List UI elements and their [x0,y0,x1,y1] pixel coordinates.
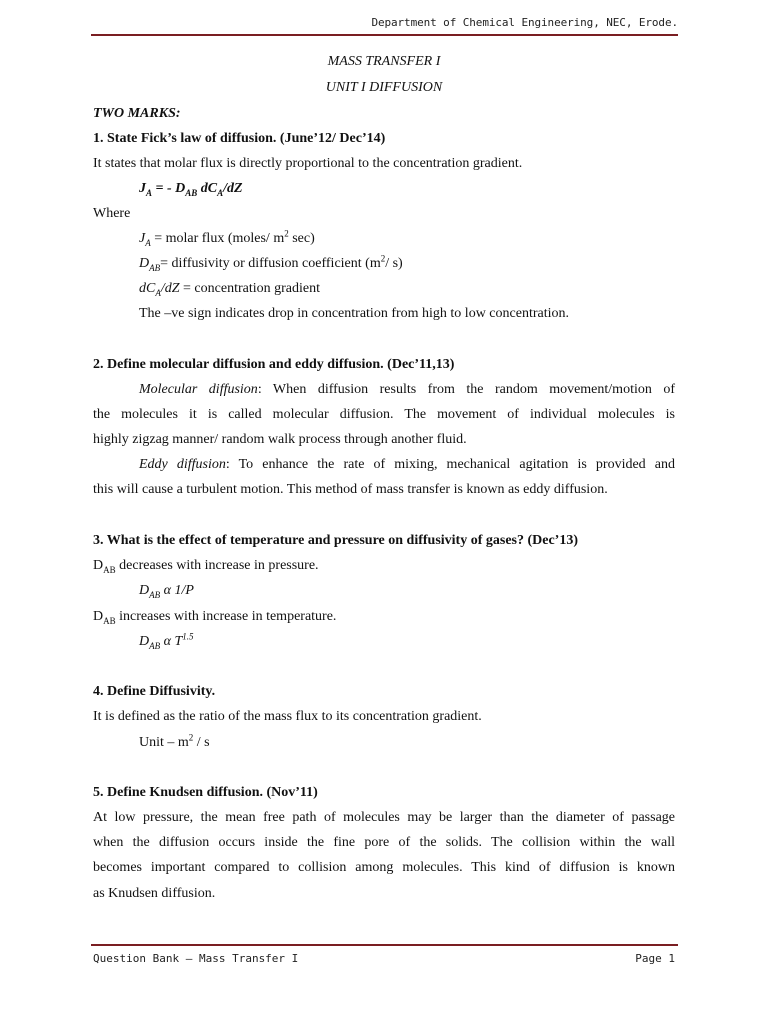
q4-heading: 4. Define Diffusivity. [93,684,216,699]
q1-text: It states that molar flux is directly proportional to the concentration gradient. [93,156,523,171]
q2-eddy-line2: this will cause a turbulent motion. This method of mass transfer is known as eddy diffusion. [93,482,608,497]
q3-pressure-relation: $D_{AB}$ α 1/P [139,583,194,600]
q5-line1: At low pressure, the mean free path of molecules may be larger than the diameter of passage [93,810,675,825]
q5-heading: 5. Define Knudsen diffusion. (Nov’11) [93,785,318,800]
q5-line4: as Knudsen diffusion. [93,886,216,901]
q3-heading: 3. What is the effect of temperature and pressure on diffusivity of gases? (Dec’13) [93,533,579,548]
doc-subtitle: UNIT I DIFFUSION [325,80,443,95]
q5-line3: becomes important compared to collision among molecules. This kind of diffusion is known [93,860,675,875]
q1-def-diffusivity: $D_{AB}=$ diffusivity or diffusion coefficient ($m^2/$ s) [139,253,403,273]
q2-molecular-line1: Molecular diffusion: When diffusion results from the random movement/motion of [139,382,675,397]
q2-molecular-line3: highly zigzag manner/ random walk process through another fluid. [93,432,467,447]
q1-where: Where [93,206,131,221]
q2-eddy-line1: Eddy diffusion: To enhance the rate of mixing, mechanical agitation is provided and [139,457,675,472]
doc-title: MASS TRANSFER I [327,54,441,69]
q1-def-gradient: $dC_A/dZ$ = concentration gradient [139,281,320,298]
section-label: TWO MARKS: [93,106,181,121]
page-header: Department of Chemical Engineering, NEC, Erode. [371,16,678,29]
q1-note: The –ve sign indicates drop in concentration from high to low concentration. [139,306,569,321]
q1-def-flux: $J_A$ = molar flux (moles/ $m^2$ sec) [139,228,315,248]
page-number: Page 1 [635,952,675,965]
q5-line2: when the diffusion occurs inside the fine pore of the solids. The collision within the wall [93,835,675,850]
footer-rule [91,944,678,946]
footer-title: Question Bank – Mass Transfer I [93,952,299,965]
q2-molecular-line2: the molecules it is called molecular diffusion. The movement of individual molecules is [93,407,675,422]
q4-text: It is defined as the ratio of the mass flux to its concentration gradient. [93,709,482,724]
header-rule [91,34,678,36]
q3-pressure-text: $D_{AB}$ decreases with increase in pressure. [93,558,319,575]
q3-temperature-text: $D_{AB}$ increases with increase in temperature. [93,609,337,626]
q4-unit: Unit – $m^2$ / s [139,732,210,750]
q1-equation: $J_A$ = - $D_{AB}$ $dC_A/dZ$ [139,181,243,198]
q2-heading: 2. Define molecular diffusion and eddy diffusion. (Dec’11,13) [93,357,455,372]
q1-heading: 1. State Fick’s law of diffusion. (June’12/ Dec’14) [93,131,386,146]
q3-temperature-relation: $D_{AB}$ α $T^{1.5}$ [139,631,194,651]
